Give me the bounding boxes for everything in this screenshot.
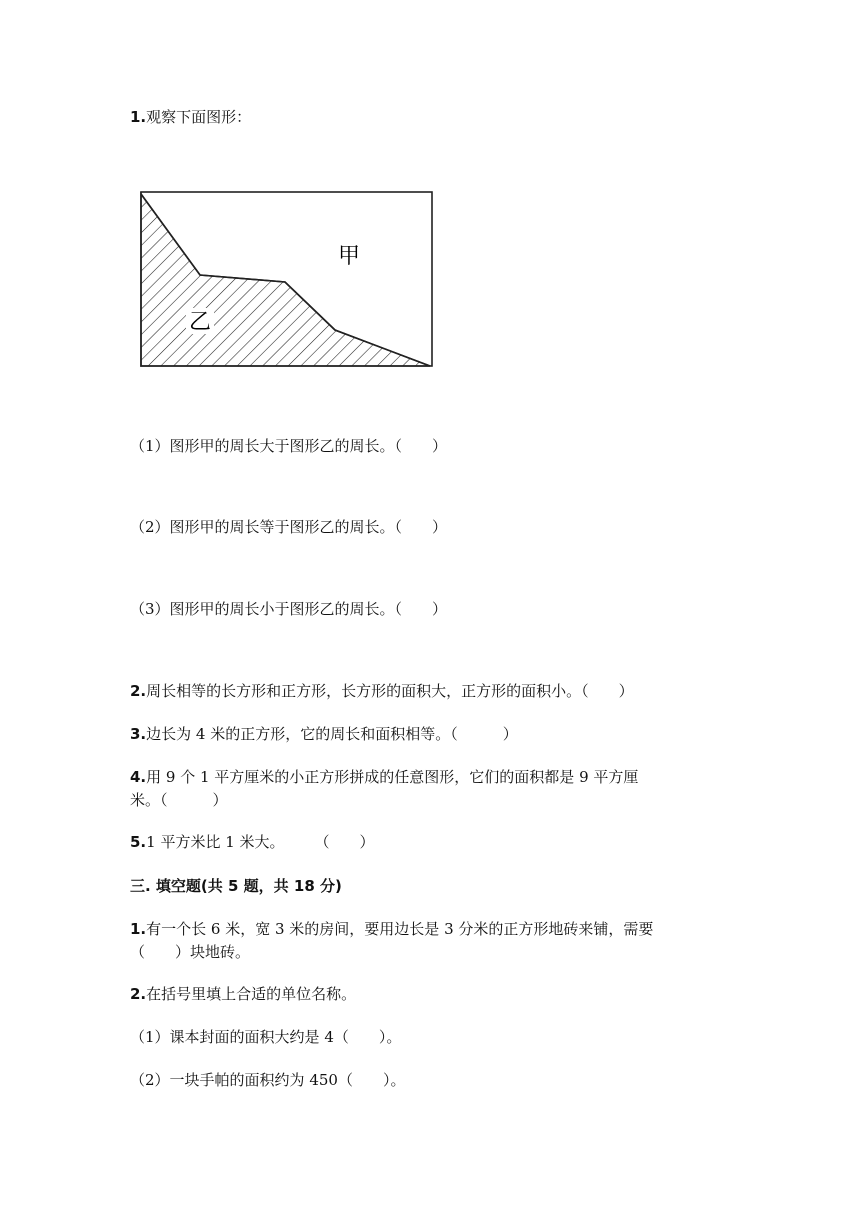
q3-text: 边长为 4 米的正方形，它的周长和面积相等。（ ） [146, 725, 518, 743]
f2-sub-1: （1）课本封面的面积大约是 4（ ）。 [130, 1028, 402, 1046]
section-title: 三. 填空题(共 5 题，共 18 分) [130, 877, 342, 895]
q2-number: 2. [130, 682, 147, 700]
q2 [130, 679, 634, 703]
f1-text-line1: 有一个长 6 米，宽 3 米的房间，要用边长是 3 分米的正方形地砖来铺，需要 [146, 920, 654, 938]
f2-text: 在括号里填上合适的单位名称。 [146, 985, 357, 1003]
q1-text: 观察下面图形： [146, 108, 252, 126]
figure-label-yi: 乙 [189, 310, 212, 335]
q1-sub-1: （1）图形甲的周长大于图形乙的周长。（ ） [130, 437, 448, 455]
q1-sub-3: （3）图形甲的周长小于图形乙的周长。（ ） [130, 600, 448, 618]
f2-sub-2: （2）一块手帕的面积约为 450（ ）。 [130, 1071, 406, 1089]
figure-yi-region [141, 194, 430, 366]
f1-text-line2: （ ）块地砖。 [130, 943, 251, 961]
q3 [130, 722, 518, 746]
q1-figure [130, 180, 450, 380]
q4-text-line1: 用 9 个 1 平方厘米的小正方形拼成的任意图形，它们的面积都是 9 平方厘 [146, 768, 639, 786]
q1-number: 1. [130, 108, 147, 126]
figure-label-jia: 甲 [338, 244, 361, 269]
f1-number: 1. [130, 920, 147, 938]
q1-sub-2: （2）图形甲的周长等于图形乙的周长。（ ） [130, 518, 448, 536]
q2-text: 周长相等的长方形和正方形，长方形的面积大，正方形的面积小。（ ） [146, 682, 634, 700]
q4 [130, 765, 638, 789]
q5 [130, 830, 375, 854]
f2 [130, 982, 356, 1006]
f1 [130, 917, 653, 941]
q1 [130, 105, 251, 129]
q4-number: 4. [130, 768, 147, 786]
f2-number: 2. [130, 985, 147, 1003]
q4-text-line2: 米。（ ） [130, 791, 228, 809]
q5-number: 5. [130, 833, 147, 851]
q5-text: 1 平方米比 1 米大。 （ ） [146, 833, 375, 851]
q3-number: 3. [130, 725, 147, 743]
